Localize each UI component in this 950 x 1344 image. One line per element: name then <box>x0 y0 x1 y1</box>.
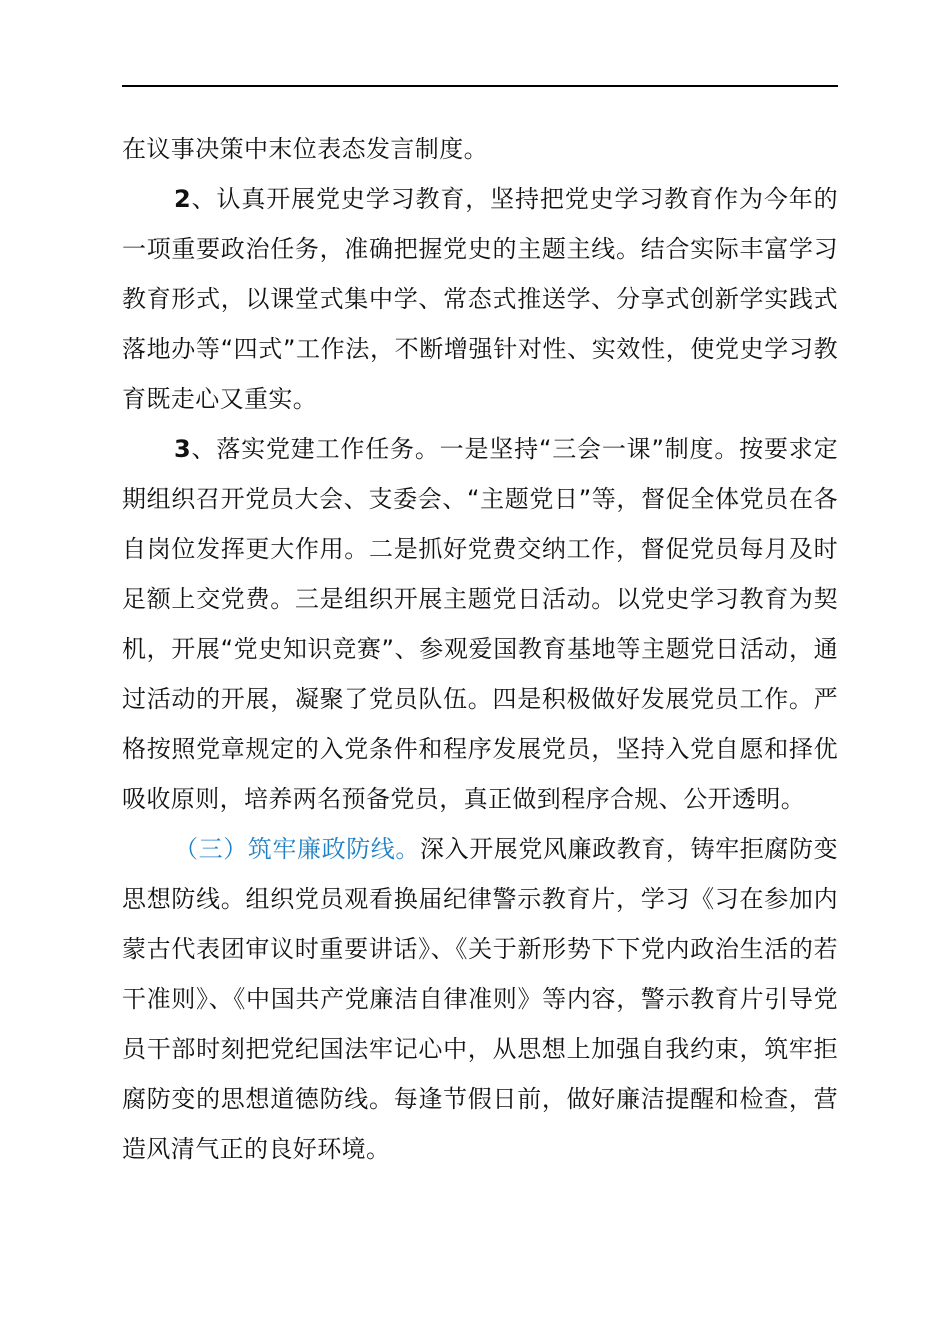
paragraph-text: 深入开展党风廉政教育，铸牢拒腐防变思想防线。组织党员观看换届纪律警示教育片，学习《习在参加内蒙古代表团审议时重要讲话》、《关于新形势下下党内政治生活的若干准则》、《中国共产党廉洁自律准则》等内容，警示教育片引导党员干部时刻把党纪国法牢记心中，从思想上加强自我约束，筑牢拒腐防变的思想道德防线。每逢节假日前，做好廉洁提醒和检查，营造风清气正的良好环境。 <box>122 835 838 1163</box>
document-body <box>122 124 838 1174</box>
section-heading: （三）筑牢廉政防线。 <box>174 835 420 863</box>
paragraph-continuation: 在议事决策中末位表态发言制度。 <box>122 135 488 163</box>
paragraph-section-3 <box>122 824 838 1174</box>
item-number: 3 <box>174 435 192 463</box>
item-number: 2 <box>174 185 192 213</box>
paragraph-item-2 <box>122 174 838 424</box>
header-rule <box>122 85 838 87</box>
paragraph-item-3 <box>122 424 838 824</box>
paragraph-text: 、落实党建工作任务。一是坚持“三会一课”制度。按要求定期组织召开党员大会、支委会、“主题党日”等，督促全体党员在各自岗位发挥更大作用。二是抓好党费交纳工作，督促党员每月及时足额上交党费。三是组织开展主题党日活动。以党史学习教育为契机，开展“党史知识竞赛”、参观爱国教育基地等主题党日活动，通过活动的开展，凝聚了党员队伍。四是积极做好发展党员工作。严格按照党章规定的入党条件和程序发展党员，坚持入党自愿和择优吸收原则，培养两名预备党员，真正做到程序合规、公开透明。 <box>122 435 838 813</box>
paragraph-text: 、认真开展党史学习教育，坚持把党史学习教育作为今年的一项重要政治任务，准确把握党史的主题主线。结合实际丰富学习教育形式，以课堂式集中学、常态式推送学、分享式创新学实践式落地办等“四式”工作法，不断增强针对性、实效性，使党史学习教育既走心又重实。 <box>122 185 838 413</box>
